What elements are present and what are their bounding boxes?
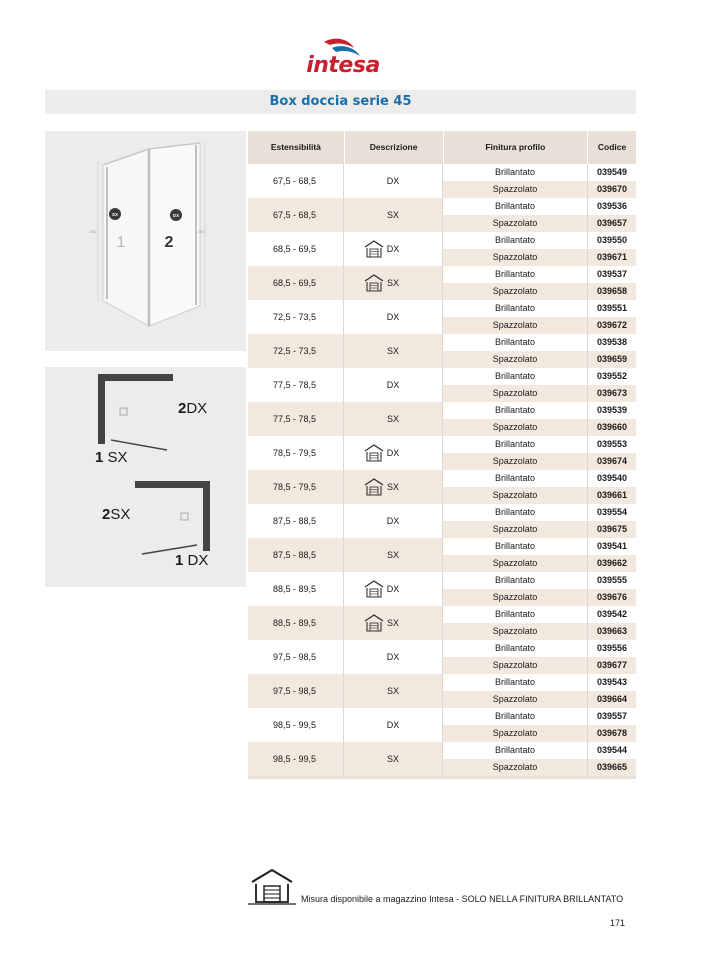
cell-finitura [443,708,588,742]
finish-label: Brillantato [443,708,587,725]
cell-estensibilita: 72,5 - 73,5 [248,334,344,368]
table-body [248,164,636,776]
direction-label: SX [386,414,399,424]
product-code: 039677 [588,657,636,674]
product-code: 039665 [588,759,636,776]
cell-descrizione [344,402,443,436]
direction-label: DX [386,584,400,594]
cell-codice [588,674,636,708]
finish-label: Spazzolato [443,691,587,708]
finish-label: Spazzolato [443,657,587,674]
cell-codice [588,164,636,198]
photo-label-dx: DX [172,213,180,218]
cell-codice [588,198,636,232]
finish-label: Brillantato [443,470,587,487]
product-code: 039664 [588,691,636,708]
cell-estensibilita: 88,5 - 89,5 [248,572,344,606]
product-code: 039557 [588,708,636,725]
table-row [248,538,636,572]
table-row [248,402,636,436]
cell-finitura [443,606,588,640]
cell-codice [588,232,636,266]
table-row [248,266,636,300]
product-table [248,131,636,779]
cell-finitura [443,504,588,538]
direction-label: DX [386,176,400,186]
finish-label: Brillantato [443,164,587,181]
cell-estensibilita: 72,5 - 73,5 [248,300,344,334]
table-row [248,742,636,776]
direction-label: SX [386,278,399,288]
plan-diagrams [45,367,246,587]
cell-finitura [443,640,588,674]
cell-finitura [443,232,588,266]
cell-codice [588,606,636,640]
product-code: 039671 [588,249,636,266]
cell-codice [588,300,636,334]
finish-label: Spazzolato [443,555,587,572]
shower-box-illustration [45,131,246,351]
cell-finitura [443,300,588,334]
product-code: 039661 [588,487,636,504]
cell-estensibilita: 87,5 - 88,5 [248,538,344,572]
product-code: 039658 [588,283,636,300]
finish-label: Spazzolato [443,317,587,334]
cell-finitura [443,266,588,300]
cell-finitura [443,164,588,198]
finish-label: Spazzolato [443,385,587,402]
product-code: 039538 [588,334,636,351]
product-code: 039673 [588,385,636,402]
cell-descrizione [344,266,443,300]
finish-label: Spazzolato [443,487,587,504]
diagram-1-label-2: 2DX [178,400,208,417]
cell-estensibilita: 68,5 - 69,5 [248,232,344,266]
product-code: 039540 [588,470,636,487]
product-code: 039550 [588,232,636,249]
photo-label-sx: SX [111,212,119,217]
diagram-2-label-1: 1 DX [175,552,209,569]
table-row [248,504,636,538]
cell-estensibilita: 88,5 - 89,5 [248,606,344,640]
finish-label: Spazzolato [443,453,587,470]
table-row [248,232,636,266]
cell-codice [588,708,636,742]
cell-estensibilita: 77,5 - 78,5 [248,368,344,402]
warehouse-icon [248,866,296,906]
cell-codice [588,538,636,572]
cell-descrizione [344,368,443,402]
cell-estensibilita: 67,5 - 68,5 [248,164,344,198]
cell-estensibilita: 78,5 - 79,5 [248,436,344,470]
table-row [248,640,636,674]
table-row [248,436,636,470]
direction-label: SX [386,550,399,560]
cell-descrizione [344,436,443,470]
direction-label: DX [386,448,400,458]
table-row [248,300,636,334]
cell-finitura [443,470,588,504]
finish-label: Spazzolato [443,521,587,538]
finish-label: Brillantato [443,640,587,657]
direction-label: DX [386,244,400,254]
opening-diagram-panel [45,367,246,587]
cell-finitura [443,674,588,708]
finish-label: Brillantato [443,368,587,385]
finish-label: Spazzolato [443,725,587,742]
cell-finitura [443,742,588,776]
intesa-logo [300,36,386,86]
cell-finitura [443,402,588,436]
finish-label: Spazzolato [443,623,587,640]
product-code: 039659 [588,351,636,368]
direction-label: SX [386,618,399,628]
cell-descrizione [344,572,443,606]
cell-finitura [443,538,588,572]
finish-label: Spazzolato [443,283,587,300]
cell-finitura [443,572,588,606]
finish-label: Brillantato [443,266,587,283]
header-estensibilita: Estensibilità [248,131,345,164]
finish-label: Brillantato [443,334,587,351]
direction-label: DX [386,720,400,730]
photo-num-1: 1 [116,234,126,251]
product-code: 039552 [588,368,636,385]
finish-label: Brillantato [443,742,587,759]
direction-label: SX [386,754,399,764]
product-code: 039670 [588,181,636,198]
cell-codice [588,470,636,504]
product-code: 039551 [588,300,636,317]
direction-label: SX [386,210,399,220]
finish-label: Spazzolato [443,215,587,232]
direction-label: SX [386,482,399,492]
table-row [248,674,636,708]
title-bar [45,90,636,114]
photo-dim-left: 200 [89,229,97,234]
logo-text: intesa [306,53,380,78]
cell-codice [588,742,636,776]
cell-estensibilita: 77,5 - 78,5 [248,402,344,436]
cell-descrizione [344,742,443,776]
direction-label: DX [386,652,400,662]
finish-label: Brillantato [443,232,587,249]
finish-label: Brillantato [443,436,587,453]
product-code: 039555 [588,572,636,589]
cell-finitura [443,368,588,402]
cell-descrizione [344,538,443,572]
table-row [248,470,636,504]
direction-label: DX [386,312,400,322]
cell-descrizione [344,300,443,334]
table-row [248,368,636,402]
cell-codice [588,572,636,606]
table-row [248,164,636,198]
product-code: 039674 [588,453,636,470]
cell-estensibilita: 78,5 - 79,5 [248,470,344,504]
cell-descrizione [344,164,443,198]
header-codice: Codice [597,142,627,152]
table-row [248,708,636,742]
product-code: 039556 [588,640,636,657]
table-row [248,572,636,606]
finish-label: Brillantato [443,674,587,691]
finish-label: Spazzolato [443,759,587,776]
direction-label: DX [386,516,400,526]
cell-descrizione [344,504,443,538]
product-code: 039549 [588,164,636,181]
cell-descrizione [344,606,443,640]
cell-estensibilita: 68,5 - 69,5 [248,266,344,300]
product-code: 039553 [588,436,636,453]
product-code: 039544 [588,742,636,759]
cell-codice [588,266,636,300]
table-header [248,131,636,164]
cell-descrizione [344,232,443,266]
cell-estensibilita: 87,5 - 88,5 [248,504,344,538]
finish-label: Spazzolato [443,419,587,436]
product-code: 039539 [588,402,636,419]
table-row [248,606,636,640]
product-photo [45,131,246,351]
cell-codice [588,436,636,470]
product-code: 039543 [588,674,636,691]
cell-codice [588,402,636,436]
cell-estensibilita: 98,5 - 99,5 [248,708,344,742]
header-finitura: Finitura profilo [444,131,589,164]
finish-label: Brillantato [443,572,587,589]
cell-finitura [443,334,588,368]
finish-label: Brillantato [443,300,587,317]
finish-label: Brillantato [443,402,587,419]
cell-codice [588,504,636,538]
product-code: 039663 [588,623,636,640]
product-code: 039676 [588,589,636,606]
cell-codice [588,640,636,674]
table-row [248,334,636,368]
product-code: 039542 [588,606,636,623]
finish-label: Brillantato [443,198,587,215]
finish-label: Brillantato [443,504,587,521]
finish-label: Spazzolato [443,249,587,266]
photo-num-2: 2 [164,234,174,251]
cell-descrizione [344,674,443,708]
direction-label: SX [386,346,399,356]
cell-estensibilita: 67,5 - 68,5 [248,198,344,232]
cell-descrizione [344,470,443,504]
product-code: 039675 [588,521,636,538]
product-code: 039660 [588,419,636,436]
cell-codice [588,368,636,402]
cell-estensibilita: 97,5 - 98,5 [248,640,344,674]
page-number: 171 [610,918,626,928]
cell-estensibilita: 97,5 - 98,5 [248,674,344,708]
product-code: 039672 [588,317,636,334]
diagram-2-label-2: 2SX [102,506,131,523]
finish-label: Spazzolato [443,351,587,368]
cell-descrizione [344,198,443,232]
cell-finitura [443,436,588,470]
page-title: Box doccia serie 45 [269,94,412,109]
cell-finitura [443,198,588,232]
product-code: 039678 [588,725,636,742]
product-code: 039541 [588,538,636,555]
cell-codice [588,334,636,368]
cell-descrizione [344,640,443,674]
cell-descrizione [344,334,443,368]
direction-label: DX [386,380,400,390]
header-descrizione: Descrizione [345,131,444,164]
footer-note: Misura disponibile a magazzino Intesa - SOLO NELLA FINITURA BRILLANTATO [301,894,624,904]
photo-dim-right: 200 [197,229,205,234]
product-code: 039554 [588,504,636,521]
finish-label: Spazzolato [443,181,587,198]
finish-label: Spazzolato [443,589,587,606]
finish-label: Brillantato [443,606,587,623]
diagram-1-label-1: 1 SX [95,449,128,466]
product-code: 039537 [588,266,636,283]
product-code: 039662 [588,555,636,572]
table-bottom-rule [248,776,636,779]
table-row [248,198,636,232]
product-code: 039657 [588,215,636,232]
cell-estensibilita: 98,5 - 99,5 [248,742,344,776]
finish-label: Brillantato [443,538,587,555]
product-code: 039536 [588,198,636,215]
direction-label: SX [386,686,399,696]
cell-descrizione [344,708,443,742]
